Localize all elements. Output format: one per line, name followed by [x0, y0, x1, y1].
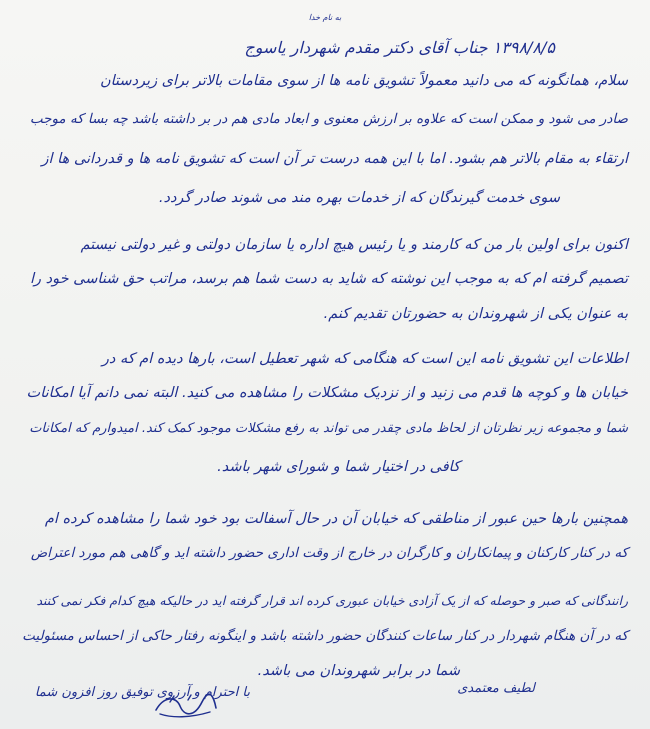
letter-line: اکنون برای اولین بار من که کارمند و یا رئیس هیچ اداره یا سازمان دولتی و غیر دولتی نیستم — [80, 237, 628, 253]
letter-line: صادر می شود و ممکن است که علاوه بر ارزش معنوی و ابعاد مادی هم در بر داشته باشد چه بسا که موجب — [29, 111, 628, 127]
letter-line: اطلاعات این تشویق نامه این است که هنگامی که شهر تعطیل است، بارها دیده ام که در — [101, 351, 628, 367]
letter-line: کافی در اختیار شما و شورای شهر باشد. — [217, 459, 460, 475]
letter-line: سلام، همانگونه که می دانید معمولاً تشویق نامه ها از سوی مقامات بالاتر برای زیردستان — [99, 73, 628, 89]
letter-line: که در آن هنگام شهردار در کنار ساعات کنندگان حضور داشته باشد و اینگونه رفتار حاکی از احساس مسئولیت — [22, 628, 628, 644]
date-and-recipient: ۱۳۹۸/۸/۵ جناب آقای دکتر مقدم شهردار یاسوج — [244, 38, 555, 57]
letter-line: سوی خدمت گیرندگان که از خدمات بهره مند می شوند صادر گردد. — [158, 190, 560, 206]
letter-line: ارتقاء به مقام بالاتر هم بشود. اما با این همه درست تر آن است که تشویق نامه ها و قدردانی ها از — [41, 151, 628, 167]
letter-line: همچنین بارها حین عبور از مناطقی که خیابان آن در حال آسفالت بود خود شما را مشاهده کرده ام — [44, 511, 628, 527]
letter-line: رانندگانی که صبر و حوصله که از یک آزادی خیابان عبوری کرده اند قرار گرفته اید در حالیکه هیچ کدام فکر نمی کنند — [36, 593, 628, 608]
letter-line: شما و مجموعه زیر نظرتان از لحاظ مادی چقدر می تواند به رفع مشکلات موجود کمک کند. امیدوارم که امکانات — [29, 421, 628, 436]
letter-line: به عنوان یکی از شهروندان به حضورتان تقدیم کنم. — [323, 306, 628, 322]
signature-icon — [150, 688, 220, 722]
letter-line: تصمیم گرفته ام که به موجب این نوشته که شاید به دست شما هم برسد، مراتب حق شناسی خود را — [30, 271, 628, 287]
signer-name: لطیف معتمدی — [457, 681, 535, 696]
letter-header: به نام خدا — [308, 13, 342, 22]
letter-line: شما در برابر شهروندان می باشد. — [257, 663, 460, 679]
closing-salutation: با احترام و آرزوی توفیق روز افزون شما — [34, 685, 250, 700]
letter-line: که در کنار کارکنان و پیمانکاران و کارگران در خارج از وقت اداری حضور داشته اید و گاهی هم مورد اعتراض — [30, 545, 628, 561]
letter-line: خیابان ها و کوچه ها قدم می زنید و از نزدیک مشکلات را مشاهده می کنید. البته نمی دانم آیا امکانات — [26, 385, 628, 401]
